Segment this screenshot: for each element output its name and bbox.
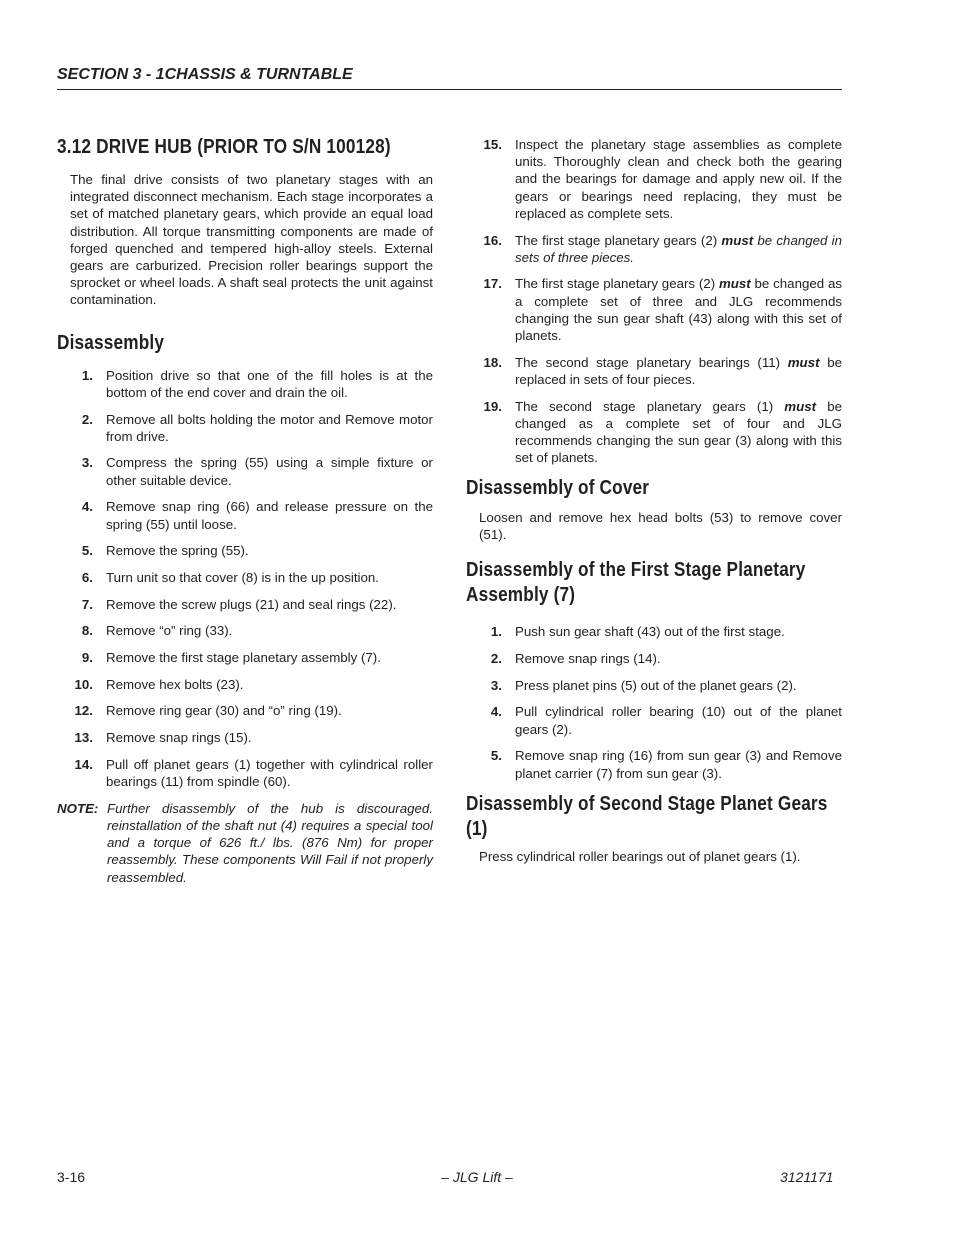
first-stage-steps (466, 623, 842, 781)
inspection-steps (466, 136, 842, 466)
page-title: 3.12 DRIVE HUB (PRIOR TO S/N 100128) (57, 136, 391, 158)
list-item: 2. Remove all bolts holding the motor and Remove motor from drive. (81, 411, 433, 444)
left-column (57, 136, 433, 886)
list-item: 15. Inspect the planetary stage assemblies as complete units. Thoroughly clean and check both the gearing and the bearings for damage and apply new oil. If the gears or bearings need replacing, they must be replaced as complete sets. (483, 137, 842, 221)
list-item: 4. Remove snap ring (66) and release pressure on the spring (55) until loose. (81, 499, 433, 532)
list-item: 12. Remove ring gear (30) and “o” ring (19). (74, 703, 342, 719)
list-item: 13. Remove snap rings (15). (74, 730, 252, 746)
list-item: 2. Remove snap rings (14). (490, 651, 661, 667)
list-item: 7. Remove the screw plugs (21) and seal rings (22). (81, 596, 397, 612)
list-item: 14. Pull off planet gears (1) together with cylindrical roller bearings (11) from spindle (60). (74, 756, 433, 790)
list-item: 1. Push sun gear shaft (43) out of the first stage. (490, 624, 785, 640)
intro-paragraph: The final drive consists of two planetary stages with an integrated disconnect mechanism. Each stage incorporates a set of matched planetary gears, which provide an equal load distribution. All torque transmitting components are made of forged quenched and tempered high-alloy steels. External gears are carburized. Precision roller bearings support the sprocket or wheel loads. A shaft seal protects the unit against contamination. (70, 172, 433, 308)
list-item: 9. Remove the first stage planetary assembly (7). (81, 650, 381, 666)
list-item: 10. Remove hex bolts (23). (74, 676, 244, 692)
list-item: 18. The second stage planetary bearings (11) must be replaced in sets of four pieces. (483, 354, 842, 387)
disassembly-steps (57, 367, 433, 791)
list-item: 5. Remove snap ring (16) from sun gear (3) and Remove planet carrier (7) from sun gear (3). (490, 748, 842, 781)
header-divider (57, 89, 842, 90)
list-item: 3. Press planet pins (5) out of the planet gears (2). (490, 677, 797, 693)
cover-text: Loosen and remove hex head bolts (53) to remove cover (51). (479, 509, 842, 543)
list-item: 19. The second stage planetary gears (1) must be changed as a complete set of four and JLG recommends changing the sun gear (3) along with this set of planets. (483, 398, 842, 466)
first-stage-heading: Disassembly of the First Stage Planetary Assembly (7) (466, 559, 806, 607)
note-block (57, 800, 433, 886)
second-stage-heading: Disassembly of Second Stage Planet Gears (1) (466, 792, 828, 840)
page-number: 3-16 (57, 1169, 86, 1185)
footer-brand: – JLG Lift – (441, 1169, 513, 1185)
list-item: 3. Compress the spring (55) using a simple fixture or other suitable device. (81, 455, 433, 488)
list-item: 17. The first stage planetary gears (2) must be changed as a complete set of three and JLG recommends changing the sun gear shaft (43) along with this set of planets. (483, 276, 842, 344)
disassembly-heading: Disassembly (57, 331, 165, 354)
document-number: 3121171 (780, 1169, 834, 1185)
right-column (466, 136, 842, 865)
section-header: SECTION 3 - 1CHASSIS & TURNTABLE (57, 66, 353, 83)
cover-heading: Disassembly of Cover (466, 476, 650, 499)
note-text: Further disassembly of the hub is discouraged. reinstallation of the shaft nut (4) requires a special tool and a torque of 626 ft./ lbs. (876 Nm) for proper reassembly. These components Will Fail if not properly reassembled. (107, 800, 433, 885)
list-item: 8. Remove “o” ring (33). (81, 623, 233, 639)
list-item: 6. Turn unit so that cover (8) is in the up position. (81, 569, 379, 585)
list-item: 1. Position drive so that one of the fill holes is at the bottom of the end cover and drain the oil. (81, 367, 433, 400)
list-item: 5. Remove the spring (55). (81, 543, 249, 559)
list-item: 4. Pull cylindrical roller bearing (10) out of the planet gears (2). (490, 704, 842, 737)
list-item: 16. The first stage planetary gears (2) must be changed in sets of three pieces. (483, 232, 842, 265)
note-label: NOTE: (57, 800, 99, 816)
second-stage-text: Press cylindrical roller bearings out of planet gears (1). (479, 848, 801, 864)
